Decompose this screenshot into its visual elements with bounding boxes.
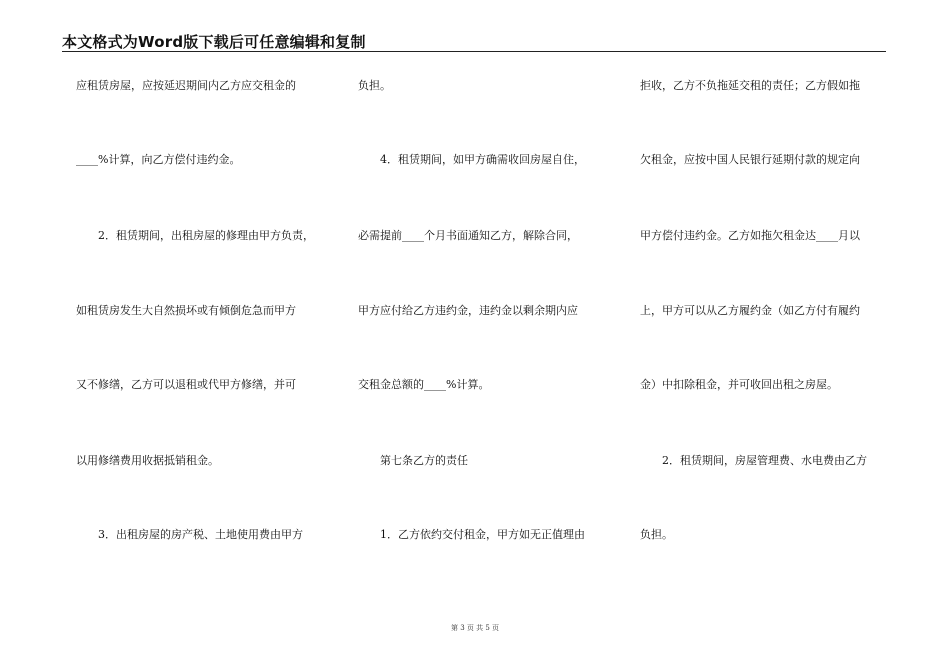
- text-line: 2．租赁期间，出租房屋的修理由甲方负责，: [76, 229, 314, 242]
- header-divider: [62, 51, 886, 52]
- section-heading: 第七条乙方的责任: [358, 454, 468, 467]
- text-line: 负担。: [640, 528, 673, 541]
- text-line: 负担。: [358, 79, 391, 92]
- text-line: 如租赁房发生大自然损坏或有倾倒危急而甲方: [76, 304, 296, 317]
- text-line: 3．出租房屋的房产税、土地使用费由甲方: [76, 528, 303, 541]
- text-line: 1．乙方依约交付租金，甲方如无正值理由: [358, 528, 585, 541]
- text-line: 金）中扣除租金，并可收回出租之房屋。: [640, 378, 838, 391]
- text-line: 4．租赁期间，如甲方确需收回房屋自住，: [358, 153, 585, 166]
- text-line: 甲方应付给乙方违约金，违约金以剩余期内应: [358, 304, 578, 317]
- text-line: 应租赁房屋，应按延迟期间内乙方应交租金的: [76, 79, 296, 92]
- text-line: 以用修缮费用收据抵销租金。: [76, 454, 219, 467]
- text-line: 必需提前____个月书面通知乙方，解除合同，: [358, 229, 578, 242]
- page-number: 第 3 页 共 5 页: [450, 624, 500, 632]
- text-line: ____%计算，向乙方偿付违约金。: [76, 153, 241, 166]
- document-header-title: 本文格式为Word版下载后可任意编辑和复制: [62, 33, 366, 51]
- text-line: 2．租赁期间，房屋管理费、水电费由乙方: [640, 454, 867, 467]
- text-line: 欠租金，应按中国人民银行延期付款的规定向: [640, 153, 860, 166]
- text-line: 甲方偿付违约金。乙方如拖欠租金达____月以: [640, 229, 860, 242]
- text-line: 又不修缮，乙方可以退租或代甲方修缮，并可: [76, 378, 296, 391]
- text-line: 拒收，乙方不负拖延交租的责任；乙方假如拖: [640, 79, 860, 92]
- text-line: 交租金总额的____%计算。: [358, 378, 490, 391]
- text-line: 上，甲方可以从乙方履约金（如乙方付有履约: [640, 304, 860, 317]
